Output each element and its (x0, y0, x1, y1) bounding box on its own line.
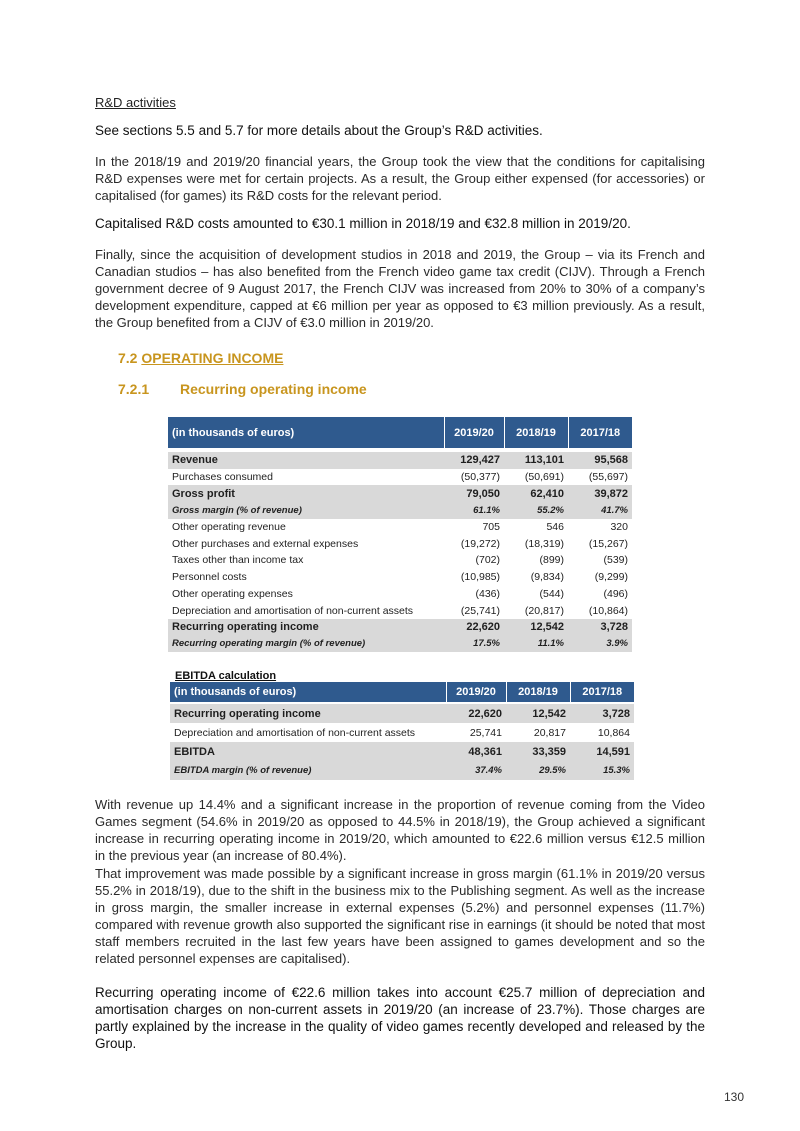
row-value: (19,272) (460, 537, 500, 550)
row-value: (50,691) (524, 471, 564, 484)
paragraph-gross-margin: That improvement was made possible by a significant increase in gross margin (61.1% in 2019/20 versus 55.2% in 2018/19), due to the shift in the business mix to the Publishing segment. As well as the increase in gross margin, the smaller increase in external expenses (5.2%) and personnel expenses (11.7%) compared with revenue growth also supported the significant rise in earnings (it should be noted that most staff members recruited in the last few years have been assigned to games development and so the related personnel expenses are capitalised). (95, 866, 705, 966)
section-title: OPERATING INCOME (141, 350, 284, 366)
header-year: 2017/18 (570, 682, 634, 703)
row-value: 62,410 (504, 485, 568, 502)
row-label: EBITDA (170, 742, 446, 761)
header-year: 2018/19 (506, 682, 570, 703)
paragraph-rd-capitalisation: In the 2018/19 and 2019/20 financial years, the Group took the view that the conditions for capitalising R&D expenses were met for certain projects. As a result, the Group either expensed (for accessories) or capitalised (for games) its R&D costs for the relevant period. (95, 154, 705, 203)
row-label: Personnel costs (172, 571, 247, 584)
row-value: 129,427 (444, 450, 504, 469)
table-row (170, 703, 634, 723)
header-year: 2018/19 (504, 417, 568, 450)
row-label: EBITDA margin (% of revenue) (170, 761, 446, 780)
row-label: Depreciation and amortisation of non-current assets (172, 604, 414, 617)
row-value: 17.5% (444, 636, 504, 653)
row-value: 113,101 (504, 450, 568, 469)
row-label: Recurring operating income (170, 703, 446, 723)
row-value: 15.3% (570, 761, 634, 780)
row-value: 705 (482, 521, 500, 534)
table-row (168, 569, 632, 586)
table-row (168, 552, 632, 569)
row-value: 37.4% (446, 761, 506, 780)
row-label: Other purchases and external expenses (172, 537, 359, 550)
table-row (170, 723, 634, 742)
row-value: (25,741) (460, 604, 500, 617)
row-label: Other operating expenses (172, 587, 293, 600)
paragraph-cijv: Finally, since the acquisition of development studios in 2018 and 2019, the Group – via its French and Canadian studios – has also benefited from the French video game tax credit (CIJV). Through a French government decree of 9 August 2017, the French CIJV was increased from 20% to 30% of a company’s development expenditure, capped at €6 million per year as opposed to €3 million previously. As a result, the Group benefited from a CIJV of €3.0 million in 2019/20. (95, 247, 705, 330)
row-value: 546 (546, 521, 564, 534)
paragraph-capitalised-costs: Capitalised R&D costs amounted to €30.1 million in 2018/19 and €32.8 million in 2019/20. (95, 216, 631, 231)
row-value: 61.1% (444, 502, 504, 519)
table-row (168, 469, 632, 486)
table-row (168, 450, 632, 469)
row-label: Other operating revenue (172, 521, 286, 534)
table-row (170, 742, 634, 761)
ebitda-table-caption: EBITDA calculation (175, 670, 277, 682)
header-year: 2017/18 (568, 417, 632, 450)
row-value: 10,864 (597, 726, 630, 739)
row-value: (15,267) (588, 537, 628, 550)
paragraph-rd-reference: See sections 5.5 and 5.7 for more details about the Group’s R&D activities. (95, 123, 543, 138)
row-value: 3,728 (568, 619, 632, 636)
row-value: (436) (475, 587, 500, 600)
row-value: (55,697) (588, 471, 628, 484)
row-value: 12,542 (504, 619, 568, 636)
row-value: (539) (603, 554, 628, 567)
row-value: 39,872 (568, 485, 632, 502)
row-value: 12,542 (506, 703, 570, 723)
recurring-operating-income-table (168, 417, 632, 652)
row-label: Recurring operating margin (% of revenue) (168, 636, 444, 653)
table-row (168, 619, 632, 636)
header-year: 2019/20 (444, 417, 504, 450)
header-year: 2019/20 (446, 682, 506, 703)
row-value: 3.9% (568, 636, 632, 653)
row-value: 41.7% (568, 502, 632, 519)
row-value: 22,620 (446, 703, 506, 723)
row-value: (496) (603, 587, 628, 600)
row-label: Gross margin (% of revenue) (168, 502, 444, 519)
header-label: (in thousands of euros) (168, 417, 444, 450)
section-number: 7.2 (118, 350, 138, 366)
subsection-number: 7.2.1 (118, 381, 150, 397)
row-value: 14,591 (570, 742, 634, 761)
table-row (168, 502, 632, 519)
row-value: (10,985) (460, 571, 500, 584)
table-row (168, 519, 632, 536)
row-value: 55.2% (504, 502, 568, 519)
section-heading-operating-income (118, 350, 283, 366)
row-label: Taxes other than income tax (172, 554, 304, 567)
table-row (168, 636, 632, 653)
table-row (168, 586, 632, 603)
row-value: (899) (539, 554, 564, 567)
table-row (168, 602, 632, 619)
row-value: (18,319) (524, 537, 564, 550)
row-value: 22,620 (444, 619, 504, 636)
row-value: 79,050 (444, 485, 504, 502)
table-header-row (168, 417, 632, 450)
row-value: (9,834) (530, 571, 564, 584)
row-value: (9,299) (594, 571, 628, 584)
row-value: 3,728 (570, 703, 634, 723)
row-label: Revenue (168, 450, 444, 469)
subsection-title: Recurring operating income (180, 381, 367, 397)
row-value: (544) (539, 587, 564, 600)
subsection-heading-recurring-operating-income (118, 381, 367, 397)
row-label: Gross profit (168, 485, 444, 502)
row-label: Purchases consumed (172, 471, 273, 484)
row-value: 11.1% (504, 636, 568, 653)
row-value: (20,817) (524, 604, 564, 617)
page-number: 130 (724, 1090, 745, 1104)
row-value: (702) (475, 554, 500, 567)
row-label: Recurring operating income (168, 619, 444, 636)
row-value: (10,864) (588, 604, 628, 617)
row-value: 25,741 (469, 726, 502, 739)
table-row (170, 761, 634, 780)
row-value: 29.5% (506, 761, 570, 780)
paragraph-revenue-growth: With revenue up 14.4% and a significant increase in the proportion of revenue coming from the Video Games segment (54.6% in 2019/20 as opposed to 44.5% in 2018/19), the Group achieved a significant increase in recurring operating income in 2019/20, which amounted to €22.6 million versus €12.5 million in the previous year (an increase of 80.4%). (95, 797, 705, 863)
table-row (168, 535, 632, 552)
section-heading-rd-activities: R&D activities (95, 95, 176, 110)
row-label: Depreciation and amortisation of non-current assets (174, 726, 416, 739)
table-header-row (170, 682, 634, 703)
row-value: 320 (610, 521, 628, 534)
row-value: (50,377) (460, 471, 500, 484)
row-value: 33,359 (506, 742, 570, 761)
table-row (168, 485, 632, 502)
header-label: (in thousands of euros) (170, 682, 446, 703)
row-value: 20,817 (533, 726, 566, 739)
ebitda-calculation-table (170, 682, 634, 780)
row-value: 95,568 (568, 450, 632, 469)
paragraph-depreciation: Recurring operating income of €22.6 million takes into account €25.7 million of depreciation and amortisation charges on non-current assets in 2019/20 (an increase of 23.7%). Those charges are partly explained by the increase in the quality of video games recently developed and released by the Group. (95, 985, 705, 1051)
row-value: 48,361 (446, 742, 506, 761)
